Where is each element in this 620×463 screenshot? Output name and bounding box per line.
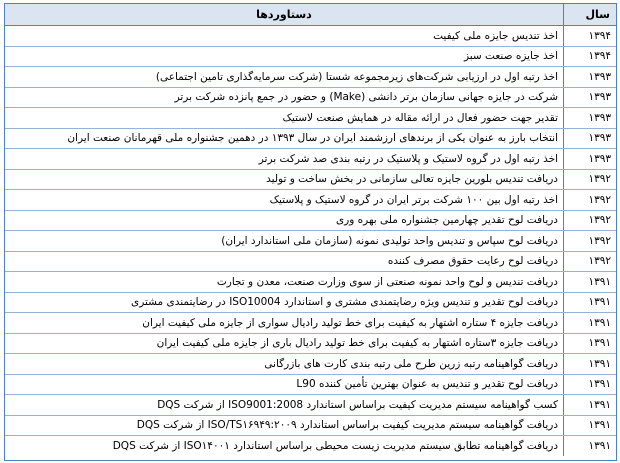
row-year: ۱۳۹۱ <box>564 436 617 456</box>
table-row <box>5 374 616 395</box>
row-year: ۱۳۹۲ <box>564 169 617 190</box>
row-year: ۱۳۹۱ <box>564 374 617 395</box>
row-year: ۱۳۹۳ <box>564 87 617 108</box>
table-row <box>5 354 616 375</box>
row-year: ۱۳۹۳ <box>564 149 617 170</box>
row-year: ۱۳۹۱ <box>564 415 617 436</box>
row-year: ۱۳۹۱ <box>564 272 617 293</box>
table-row <box>5 26 616 47</box>
row-achievement: دریافت لوح رعایت حقوق مصرف کننده <box>5 251 564 272</box>
row-achievement: شرکت در جایزه جهانی سازمان برتر دانشی (Make) و حضور در جمع پانزده شرکت برتر <box>5 87 564 108</box>
table-row <box>5 128 616 149</box>
table-row <box>5 395 616 416</box>
row-achievement: دریافت لوح تقدیر و تندیس ویژه رضایتمندی مشتری و استاندارد ISO10004 در رضایتمندی مشتری <box>5 292 564 313</box>
row-achievement: دریافت تندیس بلورین جایزه تعالی سازمانی در بخش ساخت و تولید <box>5 169 564 190</box>
table-row <box>5 169 616 190</box>
row-year: ۱۳۹۱ <box>564 313 617 334</box>
row-year: ۱۳۹۴ <box>564 46 617 67</box>
row-year: ۱۳۹۳ <box>564 108 617 129</box>
row-year: ۱۳۹۱ <box>564 333 617 354</box>
table-row <box>5 108 616 129</box>
row-achievement: دریافت گواهینامه سیستم مدیریت کیفیت براساس استاندارد ISO/TS۱۶۹۴۹:۲۰۰۹ از شرکت DQS <box>5 415 564 436</box>
table-row <box>5 210 616 231</box>
row-achievement: دریافت تندیس و لوح واحد نمونه صنعتی از سوی وزارت صنعت، معدن و تجارت <box>5 272 564 293</box>
table-row <box>5 415 616 436</box>
row-achievement: دریافت لوح سپاس و تندیس واحد تولیدی نمونه (سازمان ملی استاندارد ایران) <box>5 231 564 252</box>
table-row <box>5 313 616 334</box>
table-row <box>5 67 616 88</box>
table-row <box>5 272 616 293</box>
row-year: ۱۳۹۳ <box>564 67 617 88</box>
table-row <box>5 333 616 354</box>
row-year: ۱۳۹۱ <box>564 395 617 416</box>
row-achievement: تقدیر جهت حضور فعال در ارائه مقاله در همایش صنعت لاستیک <box>5 108 564 129</box>
row-year: ۱۳۹۲ <box>564 210 617 231</box>
row-achievement: اخذ رتبه اول در ارزیابی شرکت‌های زیرمجموعه شستا (شرکت سرمایه‌گذاری تامین اجتماعی) <box>5 67 564 88</box>
achievements-table <box>5 4 616 456</box>
row-achievement: دریافت لوح تقدیر چهارمین جشنواره ملی بهره وری <box>5 210 564 231</box>
table-header-row <box>5 4 616 26</box>
row-year: ۱۳۹۲ <box>564 231 617 252</box>
row-year: ۱۳۹۴ <box>564 26 617 47</box>
row-year: ۱۳۹۱ <box>564 292 617 313</box>
achievements-table-container <box>4 3 617 461</box>
table-row <box>5 190 616 211</box>
row-achievement: دریافت جایزه ۴ ستاره اشتهار به کیفیت برای خط تولید رادیال سواری از جایزه ملی کیفیت ایران <box>5 313 564 334</box>
row-year: ۱۳۹۱ <box>564 354 617 375</box>
row-year: ۱۳۹۳ <box>564 128 617 149</box>
row-achievement: اخذ رتبه اول در گروه لاستیک و پلاستیک در رتبه بندی صد شرکت برتر <box>5 149 564 170</box>
row-achievement: دریافت گواهینامه تطابق سیستم مدیریت زیست محیطی براساس استاندارد ISO۱۴۰۰۱ از شرکت DQS <box>112 439 558 452</box>
row-achievement: دریافت گواهینامه رتبه زرین طرح ملی رتبه بندی کارت های بازرگانی <box>5 354 564 375</box>
table-row <box>5 149 616 170</box>
achievements-column-header: دستاوردها <box>5 4 564 26</box>
row-achievement: اخذ جایزه صنعت سبز <box>5 46 564 67</box>
table-row <box>5 292 616 313</box>
row-achievement: انتخاب بارز به عنوان یکی از برندهای ارزشمند ایران در سال ۱۳۹۳ در دهمین جشنواره ملی قهرمانان صنعت ایران <box>5 128 564 149</box>
table-body <box>5 26 616 456</box>
table-row <box>5 436 616 456</box>
row-achievement: دریافت جایزه ۳ستاره اشتهار به کیفیت برای خط تولید رادیال باری از جایزه ملی کیفیت ایران <box>5 333 564 354</box>
table-row <box>5 46 616 67</box>
row-year: ۱۳۹۲ <box>564 190 617 211</box>
year-column-header: سال <box>564 4 617 26</box>
table-row <box>5 87 616 108</box>
row-year: ۱۳۹۲ <box>564 251 617 272</box>
row-achievement: کسب گواهینامه سیستم مدیریت کیفیت براساس استاندارد ISO9001:2008 از شرکت DQS <box>5 395 564 416</box>
table-row <box>5 231 616 252</box>
row-achievement: دریافت لوح تقدیر و تندیس به عنوان بهترین تأمین کننده L90 <box>5 374 564 395</box>
row-achievement: اخذ تندیس جایزه ملی کیفیت <box>5 26 564 47</box>
table-row <box>5 251 616 272</box>
row-achievement: اخذ رتبه اول بین ۱۰۰ شرکت برتر ایران در گروه لاستیک و پلاستیک <box>5 190 564 211</box>
